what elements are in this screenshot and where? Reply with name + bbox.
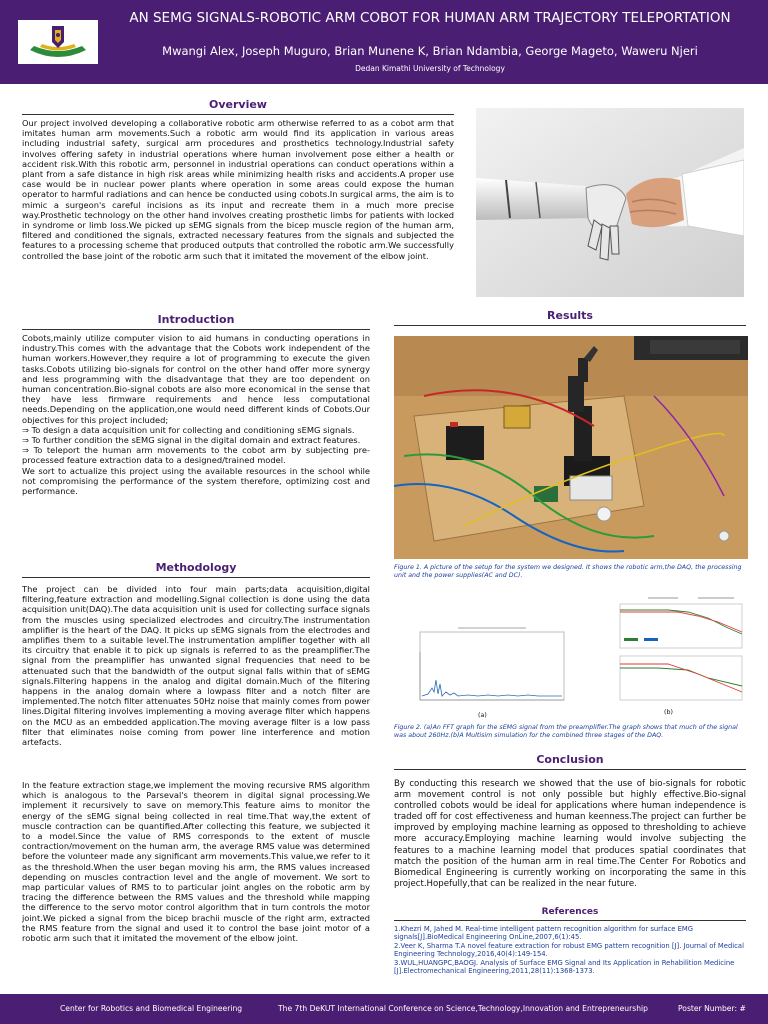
- conclusion-rule: [394, 769, 746, 770]
- conclusion-text: By conducting this research we showed that the use of bio-signals for robotic arm movement control is not only possible but highly effective.Bio-signal controlled cobots would be ideal for applications where human independence is traded off for cost effectiveness and human keenness.The project can further be improved by employing machine learning as opposed to thresholding to achieve more accuracy.Employing machine learning would involve subjecting the features to a machine learning model that produces spatial coordinates that match the position of the human arm in real time.The Center For Robotics and Biomedical Engineering is currently working on incorporating the same in this project.Hopefully,that can be realized in the near future.: [394, 779, 746, 889]
- reference-item: 3.WUL,HUANGPC,BAOGJ. Analysis of Surface EMG Signal and Its Application in Rehabilition Medicine [J].Electromechanical Engineering,2011,28(11):1368-1373.: [394, 958, 735, 976]
- results-heading: Results: [547, 309, 593, 322]
- overview-heading: Overview: [209, 98, 267, 111]
- results-rule: [394, 325, 746, 326]
- fft-graph: [398, 622, 574, 712]
- university-logo: [18, 20, 98, 64]
- references-heading: References: [541, 907, 599, 917]
- setup-photo: [394, 336, 748, 559]
- handshake-photo: [476, 108, 744, 297]
- references-rule: [394, 920, 746, 921]
- objective-item: ⇒ To design a data acquisition unit for collecting and conditioning sEMG signals.: [22, 424, 355, 435]
- introduction-rule: [22, 329, 370, 330]
- methodology-heading: Methodology: [155, 561, 237, 574]
- figure2-caption: Figure 2. (a)An FFT graph for the sEMG signal from the preamplifier.The graph shows that much of the signal was about 260Hz.(b)A Multisim simulation for the combined three stages of the DAQ.: [394, 724, 738, 739]
- overview-rule: [22, 114, 454, 115]
- poster-header: [0, 0, 768, 84]
- conclusion-heading: Conclusion: [536, 753, 604, 766]
- introduction-text: [22, 333, 370, 496]
- poster-title: AN SEMG SIGNALS-ROBOTIC ARM COBOT FOR HUMAN ARM TRAJECTORY TELEPORTATION: [129, 10, 731, 26]
- methodology-paragraph-1: The project can be divided into four main parts;data acquisition,digital filtering,feature extraction and modelling.Signal collection is done using the data acquisition unit(DAQ).The data acquisition unit is used for collecting surface signals from the muscles using specialized electrodes and circuitry.The instrumentation amplifier is the heart of the DAQ. It picks up sEMG signals from the electrodes and amplifies them to a suitable level.The instrumentation amplifier together with all its circuitry that enable it to pick up signals is referred to as the preamplifier.The signal from the preamplifier has unwanted signal frequencies that need to be attenuated such that the bandwidth of the output signal falls within that of sEMG signals.Filtering happens in the analog and digital domain.Much of the filtering happens in the analog domain where a lowpass filter and a notch filter are implemented.The notch filter attenuates 50Hz noise that mainly comes from power lines.Digital filtering involves implementing a moving average filter which happens on the MCU as an embedded application.The moving average filter is a low pass filter that eliminates noise coming from power line interference and motion artefacts.: [22, 584, 370, 748]
- introduction-body: Cobots,mainly utilize computer vision to aid humans in conducting operations in industry.This comes with the advantage that the Cobots work independent of the human workers.However,they require a lot of programming to execute the given tasks.Cobots utilizing bio-signals for control on the other hand offer more synergy and less programming with the disadvantage that they are too dependent on human concentration.Bio-signal cobots are also more economical in the sense that they have less firmware requirements and hence less computational needs.Depending on the application,one would need different kinds of Cobots.Our objectives for this project included;: [22, 333, 370, 425]
- overview-text: Our project involved developing a collaborative robotic arm otherwise referred to as a cobot arm that imitates human arm movements.Such a robotic arm would find its application in various areas including industrial safety, surgical arm procedures and prosthetics technology.Industrial safety involves offering safety in industrial operations where human involvement pose either a health or accident risk.With this robotic arm, personnel in industrial operations can conduct operations within a plant from a safe distance in high risk areas while minimizing health risks and accidents.A proper use case would be in nuclear power plants where operation in some areas could expose the human operator to harmful radiations and can hence be conducted using cobots.In surgical arms, the aim is to mimic a surgeon's careful incisions as its input and recreate them in a much more precise way.Prosthetic technology on the other hand involves creating prosthetic limbs for patients with locked in syndrome or limb loss.We picked up sEMG signals from the bicep muscle region of the human arm, filtered and conditioned the signals, extracted necessary features from the signals and subjected the features to a processing scheme that produced outputs that controlled the robotic arm.We successfully controlled the base joint of the robotic arm such that it imitated the movement of the elbow joint.: [22, 118, 454, 261]
- references-list: [394, 925, 746, 975]
- figure1-caption: Figure 1. A picture of the setup for the system we designed. It shows the robotic arm,the DAQ, the processing unit and the power supplies(AC and DC).: [394, 564, 742, 579]
- figure2a-label: (a): [478, 712, 487, 719]
- poster-footer: [0, 994, 768, 1024]
- poster-authors: Mwangi Alex, Joseph Muguro, Brian Munene K, Brian Ndambia, George Mageto, Waweru Njeri: [162, 44, 698, 58]
- footer-poster-number: Poster Number: #: [678, 1004, 746, 1013]
- objective-item: ⇒ To further condition the sEMG signal in the digital domain and extract features.: [22, 435, 361, 446]
- introduction-closing: We sort to actualize this project using the available resources in the school while not compromising the performance of the system therefore, optimizing cost and performance.: [22, 465, 370, 497]
- introduction-heading: Introduction: [157, 313, 235, 326]
- multisim-graph: [608, 594, 746, 706]
- methodology-rule: [22, 577, 370, 578]
- footer-conference: The 7th DeKUT International Conference on Science,Technology,Innovation and Entrepreneurship: [278, 1004, 648, 1013]
- figure2b-label: (b): [664, 709, 673, 716]
- objective-item: ⇒ To teleport the human arm movements to the cobot arm by subjecting pre-processed feature extraction data to a designed/trained model.: [22, 445, 370, 466]
- reference-item: 1.Khezri M, Jahed M. Real-time intelligent pattern recognition algorithm for surface EMG signals[J].BioMedical Engineering OnLine,2007,6(1):45.: [394, 925, 694, 942]
- poster-affiliation: Dedan Kimathi University of Technology: [355, 64, 505, 73]
- footer-center-name: Center for Robotics and Biomedical Engineering: [60, 1004, 243, 1013]
- reference-item: 2.Veer K, Sharma T.A novel feature extraction for robust EMG pattern recognition [J]. Journal of Medical Engineering Technology,2016,40(4):149-154.: [394, 941, 744, 959]
- methodology-paragraph-2: In the feature extraction stage,we implement the moving recursive RMS algorithm which is analogous to the Parseval's theorem in digital signal processing.We implement it recursively to save on memory.This feature aims to monitor the energy of the sEMG signal being collected in real time.That way,the extent of muscle contraction can be quantified.After collecting this feature, we subjected it to a model.Since the value of RMS corresponds to the extent of muscle contraction/movement on the human arm, the average RMS value was determined before the volunteer made any significant arm movements.This value,we refer to it as the threshold.When the user began moving his arm, the RMS values increased depending on muscles contraction level and the angle of movement. We sort to map particular values of RMS to to particular joint angles on the robotic arm by tracing the difference between the RMS values and the threshold while mapping the difference to the servo motor control algorithm that in turn controls the motor joint.We picked a signal from the bicep brachii muscle of the right arm, extracted the RMS feature from the signal and used it to control the base joint motor of a robotic arm such that it imitated the movement of the elbow joint.: [22, 780, 370, 944]
